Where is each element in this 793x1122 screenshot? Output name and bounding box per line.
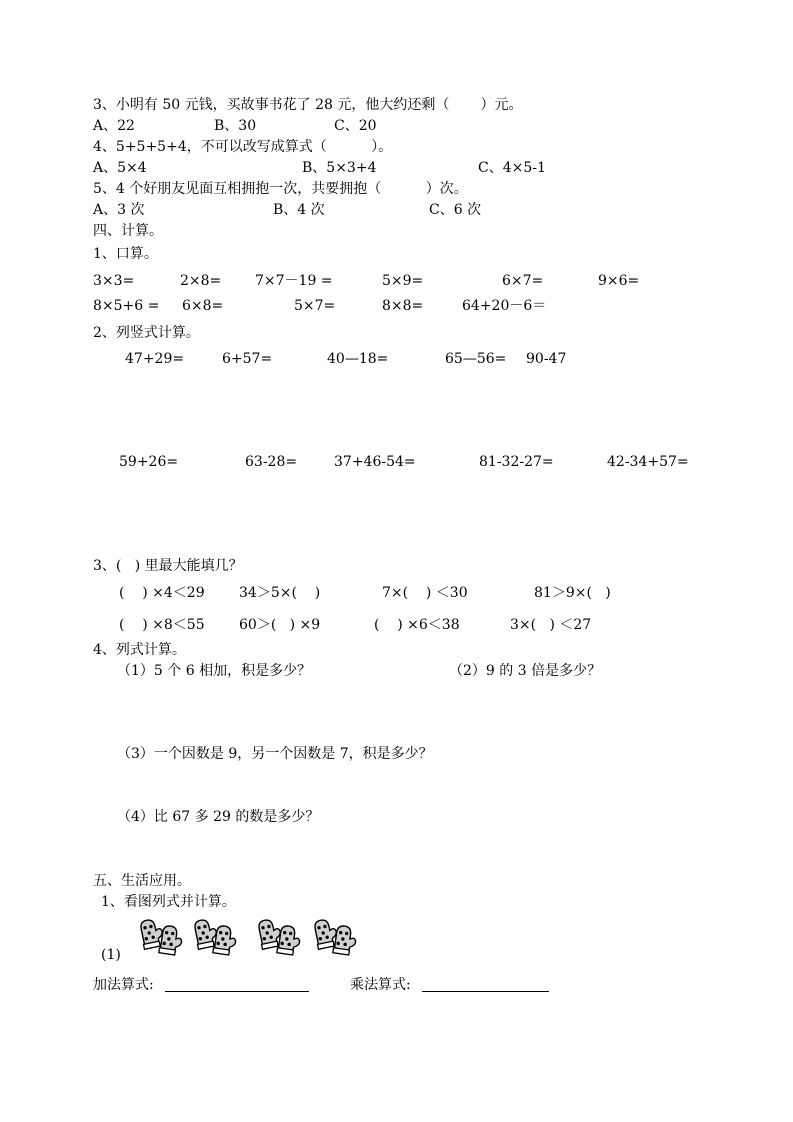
formula-question-4: （4）比 67 多 29 的数是多少？ bbox=[117, 809, 320, 825]
oral-item: 8×5+6 = bbox=[93, 298, 160, 314]
question-5-stem: 5、4 个好朋友见面互相拥抱一次，共要拥抱（ ）次。 bbox=[93, 181, 468, 197]
vertical-item: 63-28= bbox=[245, 454, 298, 470]
question-4-stem: 4、5+5+5+4，不可以改写成算式（ ）。 bbox=[93, 139, 393, 155]
mitten-pair-icon bbox=[190, 916, 238, 958]
vertical-item: 42-34+57= bbox=[607, 454, 689, 470]
addition-formula-label: 加法算式: bbox=[93, 977, 154, 993]
oral-item: 2×8= bbox=[180, 273, 222, 289]
oral-item: 9×6= bbox=[598, 273, 640, 289]
picture-question-title: 1、看图列式并计算。 bbox=[101, 894, 236, 910]
oral-item: 6×8= bbox=[182, 298, 224, 314]
fill-item: 7×( ) ＜30 bbox=[382, 585, 468, 601]
question-5-option-c: C、6 次 bbox=[429, 202, 482, 218]
mitten-pair-icon bbox=[254, 916, 302, 958]
question-4-option-a: A、5×4 bbox=[93, 160, 147, 176]
question-4-option-b: B、5×3+4 bbox=[302, 160, 377, 176]
mitten-pair-icon bbox=[310, 916, 358, 958]
picture-item-label: (1) bbox=[101, 947, 121, 963]
vertical-item: 59+26= bbox=[119, 454, 179, 470]
fill-item: 34＞5×( ) bbox=[239, 585, 321, 601]
addition-formula-blank[interactable] bbox=[165, 977, 309, 992]
oral-item: 5×7= bbox=[294, 298, 336, 314]
fill-max-title: 3、( ) 里最大能填几？ bbox=[93, 558, 243, 574]
formula-question-2: （2）9 的 3 倍是多少？ bbox=[449, 663, 602, 679]
question-5-option-a: A、3 次 bbox=[93, 202, 145, 218]
mitten-pair-icon bbox=[136, 916, 184, 958]
oral-item: 7×7－19 = bbox=[255, 273, 333, 289]
formula-question-1: （1）5 个 6 相加，积是多少？ bbox=[117, 663, 312, 679]
section-5-title: 五、生活应用。 bbox=[93, 873, 191, 889]
multiplication-formula-blank[interactable] bbox=[422, 977, 549, 992]
question-3-option-a: A、22 bbox=[93, 118, 135, 134]
question-3-option-b: B、30 bbox=[214, 118, 257, 134]
oral-item: 8×8= bbox=[382, 298, 424, 314]
oral-item: 5×9= bbox=[382, 273, 424, 289]
fill-item: 3×( ) ＜27 bbox=[510, 617, 592, 633]
vertical-item: 90-47 bbox=[526, 351, 567, 367]
section-4-title: 四、计算。 bbox=[93, 223, 163, 239]
multiplication-formula-label: 乘法算式: bbox=[350, 977, 411, 993]
question-4-option-c: C、4×5-1 bbox=[478, 160, 546, 176]
fill-item: ( ) ×8＜55 bbox=[119, 617, 205, 633]
vertical-item: 65—56= bbox=[445, 351, 507, 367]
fill-item: ( ) ×4＜29 bbox=[119, 585, 205, 601]
question-3-option-c: C、20 bbox=[334, 118, 377, 134]
oral-calc-title: 1、口算。 bbox=[93, 246, 158, 262]
vertical-item: 47+29= bbox=[125, 351, 185, 367]
formula-calc-title: 4、列式计算。 bbox=[93, 642, 186, 658]
oral-item: 3×3= bbox=[93, 273, 135, 289]
formula-question-3: （3）一个因数是 9，另一个因数是 7，积是多少？ bbox=[117, 746, 433, 762]
vertical-item: 37+46-54= bbox=[334, 454, 416, 470]
vertical-calc-title: 2、列竖式计算。 bbox=[93, 325, 200, 341]
fill-item: 60＞( ) ×9 bbox=[239, 617, 321, 633]
oral-item: 6×7= bbox=[502, 273, 544, 289]
fill-item: ( ) ×6＜38 bbox=[374, 617, 460, 633]
fill-item: 81＞9×( ) bbox=[534, 585, 611, 601]
vertical-item: 6+57= bbox=[222, 351, 273, 367]
question-3-stem: 3、小明有 50 元钱，买故事书花了 28 元，他大约还剩（ ）元。 bbox=[93, 97, 523, 113]
vertical-item: 40—18= bbox=[327, 351, 389, 367]
question-5-option-b: B、4 次 bbox=[273, 202, 325, 218]
oral-item: 64+20－6＝ bbox=[462, 298, 547, 314]
vertical-item: 81-32-27= bbox=[479, 454, 554, 470]
